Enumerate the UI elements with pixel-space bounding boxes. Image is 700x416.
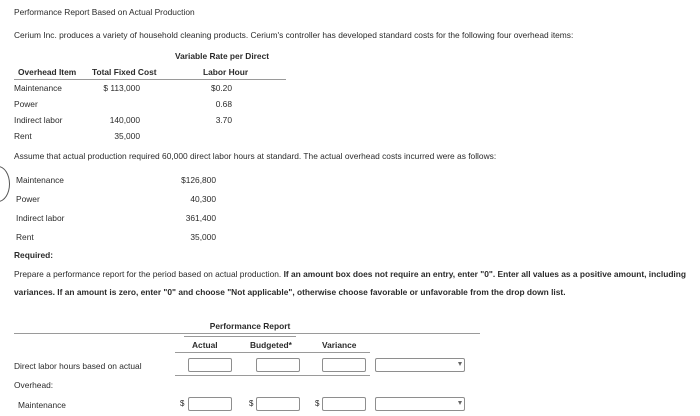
row-dlh-divider (175, 375, 370, 376)
report-title-underline (184, 336, 296, 337)
actual-dlh-input[interactable] (188, 358, 232, 372)
dollar-sign: $ (249, 399, 254, 408)
std-row-rate: 0.68 (215, 99, 232, 109)
bracket-mark (0, 166, 10, 202)
actual-item: Rent (16, 232, 34, 242)
std-row-fixed: 140,000 (109, 115, 140, 125)
variance-dlh-dropdown[interactable] (375, 358, 465, 372)
variance-maintenance-input[interactable] (322, 397, 366, 411)
chevron-down-icon (458, 401, 462, 405)
report-title: Performance Report (209, 321, 291, 331)
row-dlh-label: Direct labor hours based on actual (14, 361, 142, 371)
actual-maintenance-input[interactable] (188, 397, 232, 411)
row-overhead-label: Overhead: (14, 380, 54, 390)
dollar-sign: $ (315, 399, 320, 408)
std-row-item: Power (14, 99, 38, 109)
actual-amount: $126,800 (181, 175, 216, 185)
std-row-item: Maintenance (14, 83, 62, 93)
col-actual: Actual (192, 340, 218, 350)
chevron-down-icon (458, 362, 462, 366)
actual-amount: 35,000 (190, 232, 216, 242)
std-row-fixed: $ 113,000 (103, 83, 140, 93)
std-row-item: Indirect labor (14, 115, 63, 125)
std-row-rate: 3.70 (215, 115, 232, 125)
col-budgeted: Budgeted* (250, 340, 292, 350)
actual-amount: 40,300 (190, 194, 216, 204)
actual-item: Power (16, 194, 40, 204)
std-row-fixed: 35,000 (114, 131, 140, 141)
header-overhead-item: Overhead Item (18, 67, 77, 77)
instructions-paragraph (14, 265, 696, 301)
intro-text: Cerium Inc. produces a variety of household cleaning products. Cerium's controller has developed standard costs for the following four overhead items: (14, 30, 574, 40)
std-row-rate: $0.20 (211, 83, 232, 93)
actual-amount: 361,400 (185, 213, 216, 223)
page-title: Performance Report Based on Actual Production (14, 7, 195, 17)
header-labor-hour: Labor Hour (203, 67, 249, 77)
col-header-divider (175, 352, 370, 353)
variance-maintenance-dropdown[interactable] (375, 397, 465, 411)
assumption-text: Assume that actual production required 60,000 direct labor hours at standard. The actual overhead costs incurred were as follows: (14, 151, 497, 161)
header-total-fixed-cost: Total Fixed Cost (92, 67, 157, 77)
std-row-item: Rent (14, 131, 32, 141)
actual-item: Indirect labor (16, 213, 65, 223)
required-label: Required: (14, 250, 54, 260)
row-maintenance-label: Maintenance (18, 400, 66, 410)
budgeted-dlh-input[interactable] (256, 358, 300, 372)
variance-dlh-input[interactable] (322, 358, 366, 372)
actual-item: Maintenance (16, 175, 64, 185)
instructions-bold: If an amount box does not require an entry, enter "0". Enter all values as a positive amount, including variances. If an amount is zero, enter "0" and choose "Not applicable", otherwise choose favorable or unfavorable from the drop down list. (14, 269, 686, 297)
budgeted-maintenance-input[interactable] (256, 397, 300, 411)
header-variable-rate: Variable Rate per Direct (175, 51, 270, 61)
table-header-divider (14, 79, 286, 80)
col-variance: Variance (322, 340, 357, 350)
instructions-plain: Prepare a performance report for the period based on actual production. (14, 269, 284, 279)
report-top-divider (14, 333, 480, 334)
dollar-sign: $ (180, 399, 185, 408)
